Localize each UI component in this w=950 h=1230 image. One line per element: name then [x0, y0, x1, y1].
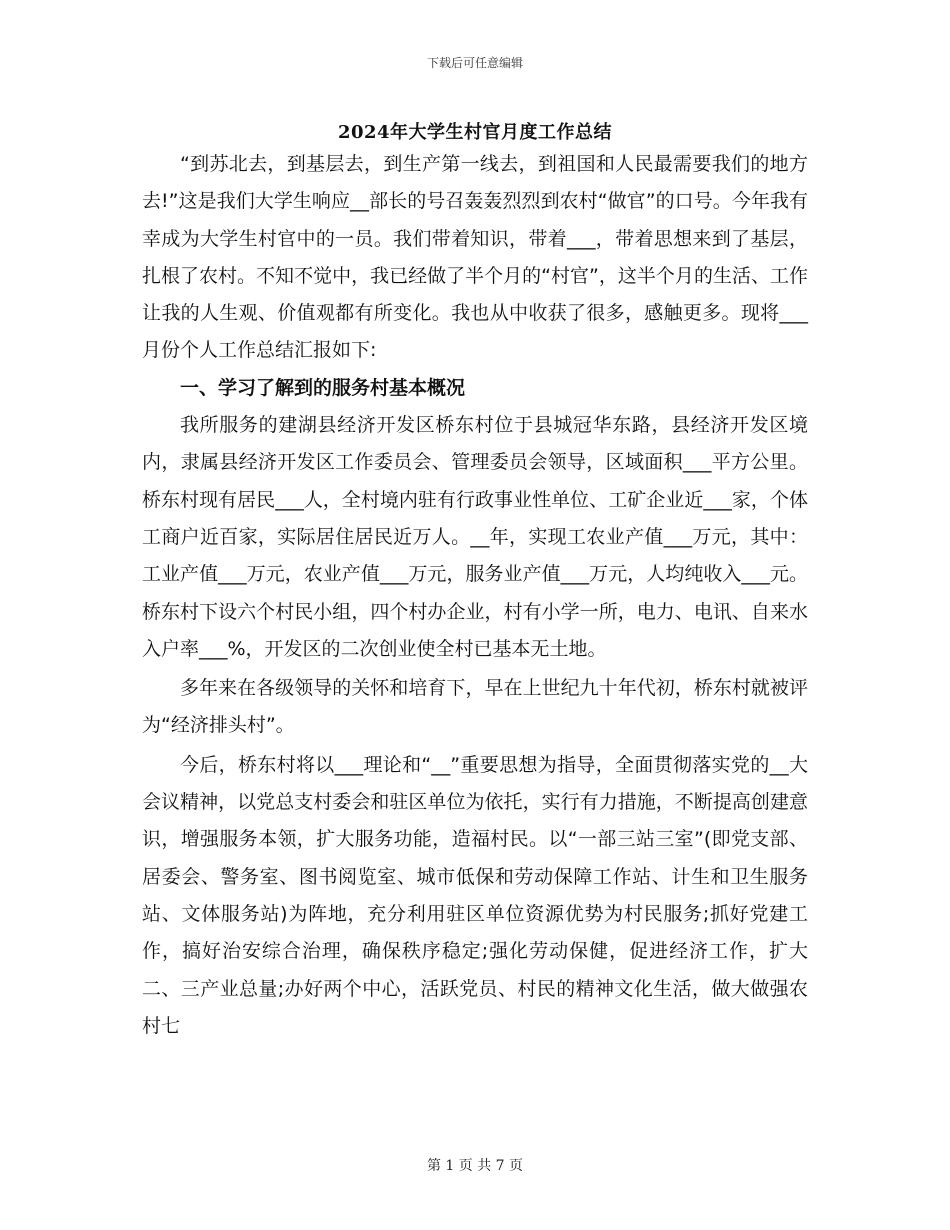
document-body	[142, 146, 808, 1045]
intro-paragraph: “到苏北去，到基层去，到生产第一线去，到祖国和人民最需要我们的地方去!”这是我们大学生响应__部长的号召轰轰烈烈到农村“做官”的口号。今年我有幸成为大学生村官中的一员。我们带着知识，带着___，带着思想来到了基层，扎根了农村。不知不觉中，我已经做了半个月的“村官”，这半个月的生活、工作让我的人生观、价值观都有所变化。我也从中收获了很多，感触更多。现将___月份个人工作总结汇报如下:	[142, 153, 808, 362]
body-paragraph: 我所服务的建湖县经济开发区桥东村位于县城冠华东路，县经济开发区境内，隶属县经济开发区工作委员会、管理委员会领导，区域面积___平方公里。桥东村现有居民___人，全村境内驻有行政事业性单位、工矿企业近___家，个体工商户近百家，实际居住居民近万人。__年，实现工农业产值___万元，其中：工业产值___万元，农业产值___万元，服务业产值___万元，人均纯收入___元。桥东村下设六个村民小组，四个村办企业，村有小学一所，电力、电讯、自来水入户率___%，开发区的二次创业使全村已基本无土地。	[142, 414, 808, 660]
body-paragraph: 今后，桥东村将以___理论和“__”重要思想为指导，全面贯彻落实党的__大会议精神，以党总支村委会和驻区单位为依托，实行有力措施，不断提高创建意识，增强服务本领，扩大服务功能，造福村民。以“一部三站三室”(即党支部、居委会、警务室、图书阅览室、城市低保和劳动保障工作站、计生和卫生服务站、文体服务站)为阵地，充分利用驻区单位资源优势为村民服务;抓好党建工作，搞好治安综合治理，确保秩序稳定;强化劳动保健，促进经济工作，扩大二、三产业总量;办好两个中心，活跃党员、村民的精神文化生活，做大做强农村七	[142, 753, 808, 1037]
section-heading: 一、学习了解到的服务村基本概况	[180, 376, 466, 399]
download-note: 下载后可任意编辑	[426, 56, 523, 70]
body-paragraph: 多年来在各级领导的关怀和培育下，早在上世纪九十年代初，桥东村就被评为“经济排头村”。	[142, 677, 808, 737]
document-title: 2024年大学生村官月度工作总结	[337, 122, 613, 143]
page-number: 第 1 页 共 7 页	[426, 1158, 524, 1174]
